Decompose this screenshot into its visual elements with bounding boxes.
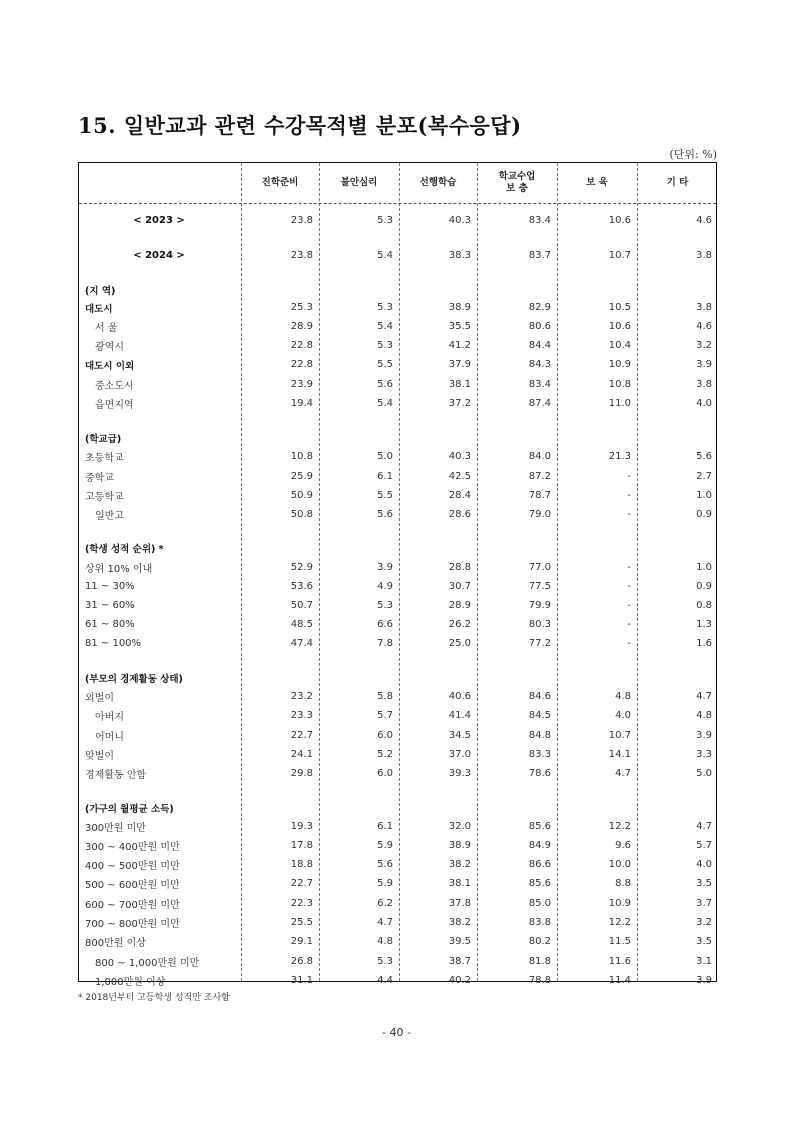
cell-value: 26.2	[448, 619, 471, 630]
table-row	[79, 817, 716, 836]
cell-value: 5.5	[377, 359, 393, 370]
cell-value: 38.9	[448, 840, 471, 851]
cell-value: 14.1	[608, 749, 631, 760]
cell-value: 87.4	[528, 398, 551, 409]
cell-value: 1.6	[696, 638, 712, 649]
cell-value: 23.2	[290, 691, 313, 702]
row-label: 고등학교	[85, 492, 124, 503]
cell-value: 29.1	[290, 936, 313, 947]
table-row	[79, 355, 716, 374]
table-row	[79, 913, 716, 932]
cell-value: 38.2	[448, 859, 471, 870]
cell-value: 37.2	[448, 398, 471, 409]
cell-value: 4.7	[696, 821, 712, 832]
column-header: 선행학습	[419, 177, 457, 188]
cell-value: 5.4	[377, 321, 393, 332]
cell-value: 3.2	[696, 917, 712, 928]
row-label: (학교급)	[85, 433, 122, 445]
table-row	[79, 577, 716, 596]
cell-value: 78.8	[528, 975, 551, 986]
cell-value: 22.3	[290, 898, 313, 909]
cell-value: 5.3	[377, 302, 393, 313]
cell-value: 5.8	[377, 691, 393, 702]
cell-value: 37.8	[448, 898, 471, 909]
row-label: 31 ~ 60%	[85, 600, 135, 611]
cell-value: 0.8	[696, 600, 712, 611]
row-label: 일반고	[95, 511, 124, 522]
row-label: 800 ~ 1,000만원 미만	[95, 958, 200, 969]
cell-value: 5.7	[696, 840, 712, 851]
row-label: 800만원 이상	[85, 938, 146, 949]
table-row	[79, 428, 716, 447]
cell-value: 83.8	[528, 917, 551, 928]
table-row	[79, 447, 716, 466]
cell-value: 23.9	[290, 379, 313, 390]
cell-value: 4.6	[696, 321, 712, 332]
cell-value: 84.3	[528, 359, 551, 370]
cell-value: 40.6	[448, 691, 471, 702]
cell-value: 28.9	[290, 321, 313, 332]
table-row	[79, 558, 716, 577]
row-label: (부모의 경제활동 상태)	[85, 673, 183, 685]
row-label: 700 ~ 800만원 미만	[85, 919, 180, 930]
cell-value: 37.0	[448, 749, 471, 760]
cell-value: 23.3	[290, 710, 313, 721]
cell-value: 8.8	[615, 878, 631, 889]
cell-value: 10.7	[608, 250, 631, 261]
row-label: (지 역)	[85, 285, 116, 297]
cell-value: 84.6	[528, 691, 551, 702]
table-row	[79, 596, 716, 615]
cell-value: 32.0	[448, 821, 471, 832]
row-label: 대도시	[85, 303, 113, 315]
cell-value: 5.2	[377, 749, 393, 760]
cell-value: 3.5	[696, 936, 712, 947]
cell-value: 1.0	[696, 562, 712, 573]
cell-value: -	[627, 600, 631, 611]
table-row	[79, 798, 716, 817]
page-number: - 40 -	[382, 1026, 411, 1039]
row-label: (가구의 월평균 소득)	[85, 803, 174, 815]
row-label: 읍면지역	[95, 400, 134, 411]
cell-value: 10.0	[608, 859, 631, 870]
row-label: 경제활동 안함	[85, 770, 147, 781]
row-label: 400 ~ 500만원 미만	[85, 861, 180, 872]
cell-value: 4.6	[696, 215, 712, 226]
cell-value: 10.5	[608, 302, 631, 313]
row-label: 중학교	[85, 473, 114, 484]
unit-label: (단위: %)	[669, 148, 717, 161]
row-label: 300만원 미만	[85, 823, 146, 834]
row-label: < 2023 >	[133, 215, 185, 226]
row-label: 광역시	[95, 342, 124, 353]
table-row	[79, 505, 716, 524]
page-title: 15. 일반교과 관련 수강목적별 분포(복수응답)	[78, 113, 522, 138]
row-label: 11 ~ 30%	[85, 581, 135, 592]
cell-value: 83.4	[528, 379, 551, 390]
cell-value: 41.2	[448, 340, 471, 351]
cell-value: 23.8	[290, 215, 313, 226]
cell-value: 83.7	[528, 250, 551, 261]
cell-value: 85.6	[528, 821, 551, 832]
cell-value: 4.9	[377, 581, 393, 592]
table-row	[79, 486, 716, 505]
table-row	[79, 764, 716, 783]
column-header: 보 육	[586, 177, 608, 188]
cell-value: 5.6	[377, 379, 393, 390]
row-label: 61 ~ 80%	[85, 619, 135, 630]
cell-value: 10.8	[608, 379, 631, 390]
cell-value: 11.5	[608, 936, 631, 947]
cell-value: 2.7	[696, 471, 712, 482]
cell-value: 19.4	[290, 398, 313, 409]
table-row	[79, 726, 716, 745]
cell-value: 10.8	[290, 451, 313, 462]
cell-value: 84.4	[528, 340, 551, 351]
cell-value: 50.9	[290, 490, 313, 501]
cell-value: 3.9	[696, 359, 712, 370]
cell-value: 0.9	[696, 509, 712, 520]
cell-value: 82.9	[528, 302, 551, 313]
cell-value: 3.9	[696, 730, 712, 741]
table-row	[79, 336, 716, 355]
cell-value: 0.9	[696, 581, 712, 592]
cell-value: 3.8	[696, 302, 712, 313]
cell-value: 4.0	[615, 710, 631, 721]
cell-value: 38.9	[448, 302, 471, 313]
table-row	[79, 836, 716, 855]
cell-value: 50.8	[290, 509, 313, 520]
cell-value: 5.0	[696, 768, 712, 779]
table-row	[79, 298, 716, 317]
cell-value: 22.8	[290, 340, 313, 351]
cell-value: 41.4	[448, 710, 471, 721]
cell-value: 3.8	[696, 379, 712, 390]
cell-value: 38.1	[448, 878, 471, 889]
table-row	[79, 280, 716, 299]
cell-value: 3.1	[696, 956, 712, 967]
cell-value: 47.4	[290, 638, 313, 649]
cell-value: 85.0	[528, 898, 551, 909]
cell-value: 25.0	[448, 638, 471, 649]
cell-value: 80.6	[528, 321, 551, 332]
cell-value: 5.3	[377, 956, 393, 967]
cell-value: 5.4	[377, 398, 393, 409]
cell-value: 3.7	[696, 898, 712, 909]
cell-value: 42.5	[448, 471, 471, 482]
cell-value: 34.5	[448, 730, 471, 741]
cell-value: 6.0	[377, 768, 393, 779]
table-row	[79, 745, 716, 764]
cell-value: 77.5	[528, 581, 551, 592]
table-row	[79, 211, 716, 230]
cell-value: 10.6	[608, 215, 631, 226]
cell-value: 80.3	[528, 619, 551, 630]
cell-value: 3.5	[696, 878, 712, 889]
cell-value: 79.0	[528, 509, 551, 520]
row-label: 대도시 이외	[85, 360, 135, 372]
table-row	[79, 932, 716, 951]
cell-value: 23.8	[290, 250, 313, 261]
cell-value: 25.3	[290, 302, 313, 313]
table-row	[79, 375, 716, 394]
cell-value: 38.3	[448, 250, 471, 261]
column-header: 불안심리	[340, 177, 378, 188]
cell-value: 11.4	[608, 975, 631, 986]
row-label: 300 ~ 400만원 미만	[85, 842, 180, 853]
row-label: 1,000만원 이상	[95, 977, 166, 988]
cell-value: 4.4	[377, 975, 393, 986]
cell-value: 5.5	[377, 490, 393, 501]
cell-value: 28.6	[448, 509, 471, 520]
row-label: (학생 성적 순위) *	[85, 543, 164, 555]
table-row	[79, 538, 716, 557]
cell-value: 81.8	[528, 956, 551, 967]
cell-value: 83.4	[528, 215, 551, 226]
header-divider	[79, 203, 716, 204]
cell-value: 10.4	[608, 340, 631, 351]
cell-value: 80.2	[528, 936, 551, 947]
row-label: 상위 10% 이내	[85, 564, 153, 575]
table-row	[79, 874, 716, 893]
cell-value: 3.9	[696, 975, 712, 986]
cell-value: 85.6	[528, 878, 551, 889]
table-row	[79, 706, 716, 725]
table-row	[79, 952, 716, 971]
cell-value: 38.7	[448, 956, 471, 967]
table-row	[79, 246, 716, 265]
cell-value: 21.3	[608, 451, 631, 462]
cell-value: 53.6	[290, 581, 313, 592]
cell-value: 28.4	[448, 490, 471, 501]
cell-value: -	[627, 619, 631, 630]
row-label: 500 ~ 600만원 미만	[85, 880, 180, 891]
cell-value: 4.0	[696, 859, 712, 870]
cell-value: 35.5	[448, 321, 471, 332]
cell-value: 5.6	[696, 451, 712, 462]
data-table	[78, 162, 717, 988]
row-label: 아버지	[95, 712, 124, 723]
footnote: * 2018년부터 고등학생 성적만 조사함	[78, 993, 230, 1003]
cell-value: 4.7	[377, 917, 393, 928]
table-row	[79, 615, 716, 634]
cell-value: 12.2	[608, 821, 631, 832]
cell-value: 31.1	[290, 975, 313, 986]
cell-value: 5.3	[377, 215, 393, 226]
cell-value: 4.8	[696, 710, 712, 721]
cell-value: -	[627, 471, 631, 482]
cell-value: 3.9	[377, 562, 393, 573]
cell-value: 40.3	[448, 451, 471, 462]
row-label: 어머니	[95, 732, 124, 743]
cell-value: 10.9	[608, 898, 631, 909]
cell-value: 39.5	[448, 936, 471, 947]
cell-value: 11.0	[608, 398, 631, 409]
cell-value: 6.1	[377, 821, 393, 832]
cell-value: 30.7	[448, 581, 471, 592]
cell-value: 3.2	[696, 340, 712, 351]
column-header: 학교수업 보 충	[498, 171, 536, 194]
table-row	[79, 894, 716, 913]
cell-value: 84.5	[528, 710, 551, 721]
table-row	[79, 634, 716, 653]
cell-value: 77.0	[528, 562, 551, 573]
cell-value: 83.3	[528, 749, 551, 760]
cell-value: -	[627, 562, 631, 573]
cell-value: 10.6	[608, 321, 631, 332]
cell-value: 3.8	[696, 250, 712, 261]
cell-value: 28.9	[448, 600, 471, 611]
cell-value: 84.8	[528, 730, 551, 741]
cell-value: 9.6	[615, 840, 631, 851]
cell-value: 18.8	[290, 859, 313, 870]
cell-value: 6.2	[377, 898, 393, 909]
cell-value: 5.9	[377, 878, 393, 889]
cell-value: -	[627, 490, 631, 501]
cell-value: 86.6	[528, 859, 551, 870]
cell-value: 29.8	[290, 768, 313, 779]
table-row	[79, 668, 716, 687]
row-label: 600 ~ 700만원 미만	[85, 900, 180, 911]
cell-value: 78.6	[528, 768, 551, 779]
cell-value: -	[627, 509, 631, 520]
cell-value: 6.1	[377, 471, 393, 482]
cell-value: -	[627, 638, 631, 649]
cell-value: 25.9	[290, 471, 313, 482]
cell-value: 19.3	[290, 821, 313, 832]
cell-value: 6.6	[377, 619, 393, 630]
cell-value: 28.8	[448, 562, 471, 573]
cell-value: 87.2	[528, 471, 551, 482]
row-label: 서 울	[95, 323, 118, 334]
cell-value: 5.4	[377, 250, 393, 261]
cell-value: 77.2	[528, 638, 551, 649]
cell-value: 5.0	[377, 451, 393, 462]
cell-value: 4.8	[377, 936, 393, 947]
cell-value: 48.5	[290, 619, 313, 630]
cell-value: 6.0	[377, 730, 393, 741]
row-label: 맞벌이	[85, 751, 114, 762]
cell-value: 4.8	[615, 691, 631, 702]
cell-value: 22.8	[290, 359, 313, 370]
table-row	[79, 971, 716, 990]
cell-value: 1.3	[696, 619, 712, 630]
cell-value: 50.7	[290, 600, 313, 611]
cell-value: 40.2	[448, 975, 471, 986]
row-label: < 2024 >	[133, 250, 185, 261]
cell-value: 39.3	[448, 768, 471, 779]
cell-value: 1.0	[696, 490, 712, 501]
cell-value: 52.9	[290, 562, 313, 573]
cell-value: 22.7	[290, 730, 313, 741]
row-label: 81 ~ 100%	[85, 638, 142, 649]
cell-value: 10.7	[608, 730, 631, 741]
row-label: 외벌이	[85, 693, 114, 704]
cell-value: 84.0	[528, 451, 551, 462]
cell-value: 3.3	[696, 749, 712, 760]
cell-value: 4.0	[696, 398, 712, 409]
column-header: 진학준비	[261, 177, 299, 188]
cell-value: 40.3	[448, 215, 471, 226]
cell-value: 22.7	[290, 878, 313, 889]
cell-value: -	[627, 581, 631, 592]
cell-value: 5.6	[377, 859, 393, 870]
row-label: 중소도시	[95, 381, 134, 392]
cell-value: 37.9	[448, 359, 471, 370]
cell-value: 4.7	[696, 691, 712, 702]
cell-value: 5.7	[377, 710, 393, 721]
cell-value: 79.9	[528, 600, 551, 611]
cell-value: 7.8	[377, 638, 393, 649]
cell-value: 26.8	[290, 956, 313, 967]
table-row	[79, 317, 716, 336]
cell-value: 11.6	[608, 956, 631, 967]
column-header: 기 타	[666, 177, 689, 188]
cell-value: 10.9	[608, 359, 631, 370]
cell-value: 12.2	[608, 917, 631, 928]
cell-value: 25.5	[290, 917, 313, 928]
cell-value: 4.7	[615, 768, 631, 779]
table-row	[79, 467, 716, 486]
cell-value: 84.9	[528, 840, 551, 851]
cell-value: 5.3	[377, 340, 393, 351]
table-row	[79, 394, 716, 413]
cell-value: 38.1	[448, 379, 471, 390]
cell-value: 24.1	[290, 749, 313, 760]
cell-value: 38.2	[448, 917, 471, 928]
cell-value: 5.9	[377, 840, 393, 851]
cell-value: 5.3	[377, 600, 393, 611]
cell-value: 5.6	[377, 509, 393, 520]
cell-value: 17.8	[290, 840, 313, 851]
row-label: 초등학교	[85, 453, 124, 464]
cell-value: 78.7	[528, 490, 551, 501]
table-row	[79, 687, 716, 706]
table-row	[79, 855, 716, 874]
